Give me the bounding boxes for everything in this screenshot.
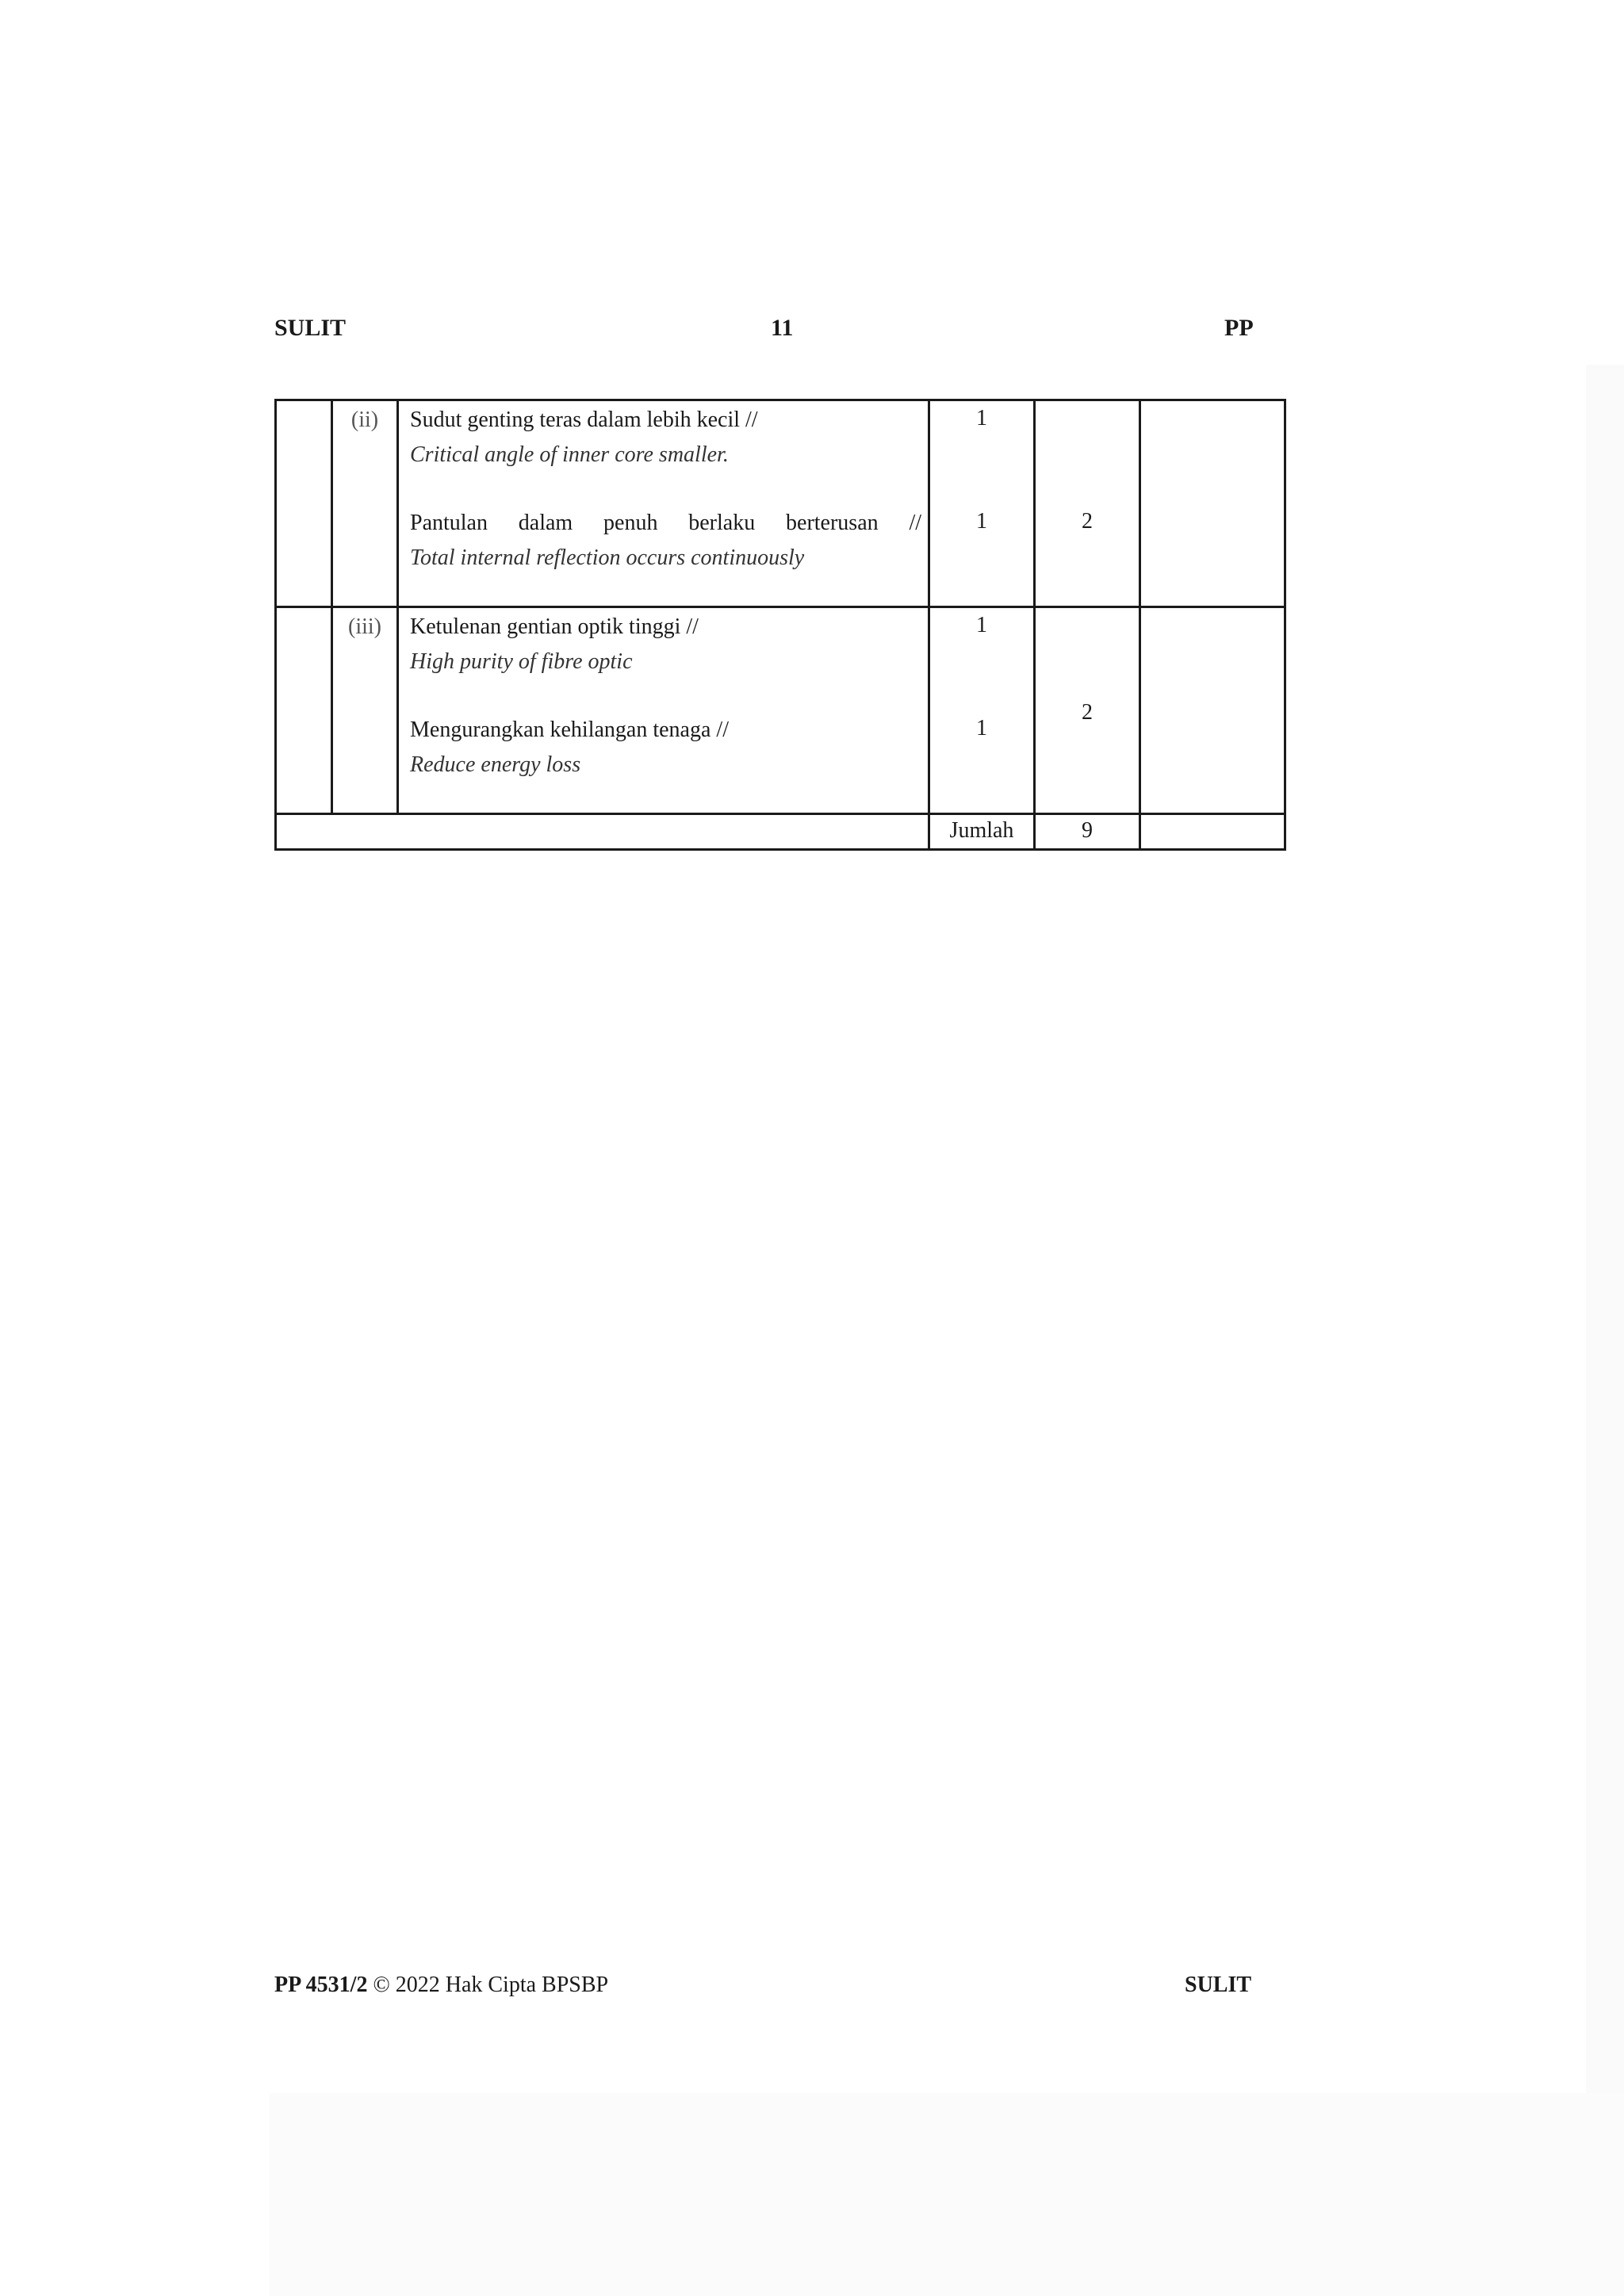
total-row-blank [276,814,929,850]
point-mark: 1 [976,716,987,740]
subtotal-cell [1035,400,1140,607]
point-mark: 1 [976,509,987,534]
table-row [276,400,1285,607]
spacer [410,679,921,713]
header-right-code: PP [1224,315,1254,341]
sub-question-label: (iii) [332,607,398,814]
answer-points-cell [398,400,929,607]
answer-point-malay: Pantulan dalam penuh berlaku berterusan // [410,511,921,535]
subtotal-mark: 2 [1082,700,1093,725]
page-shade-bottom [270,2093,1624,2296]
answer-point-english: Total internal reflection occurs continuously [410,545,805,570]
answer-point-malay: Ketulenan gentian optik tinggi // [410,614,699,639]
page-shade-right [1586,365,1624,2296]
answer-point-english: Reduce energy loss [410,752,581,777]
total-label: Jumlah [929,814,1035,850]
page-number: 11 [771,315,794,341]
answer-point-english: High purity of fibre optic [410,649,633,674]
empty-cell [1140,607,1285,814]
answer-points-cell [398,607,929,814]
subtotal-mark: 2 [1082,509,1093,534]
table-row [276,607,1285,814]
marks-cell [929,400,1035,607]
answer-point-malay: Mengurangkan kehilangan tenaga // [410,718,729,742]
question-number-cell [276,400,332,607]
empty-cell [1140,400,1285,607]
footer-copyright [274,1971,608,1999]
answer-point-malay: Sudut genting teras dalam lebih kecil // [410,408,758,432]
footer-copyright-text: © 2022 Hak Cipta BPSBP [373,1973,609,1997]
footer-paper-code: PP 4531/2 [274,1973,368,1997]
answer-point-english: Critical angle of inner core smaller. [410,442,729,467]
subtotal-cell [1035,607,1140,814]
marking-scheme-table [274,399,1286,851]
point-mark: 1 [976,406,987,430]
point-mark: 1 [976,613,987,637]
spacer [410,473,921,506]
total-row [276,814,1285,850]
footer-classification: SULIT [1185,1973,1252,1997]
header-classification: SULIT [274,315,347,341]
question-number-cell [276,607,332,814]
marks-cell [929,607,1035,814]
sub-question-label: (ii) [332,400,398,607]
empty-cell [1140,814,1285,850]
total-value: 9 [1035,814,1140,850]
